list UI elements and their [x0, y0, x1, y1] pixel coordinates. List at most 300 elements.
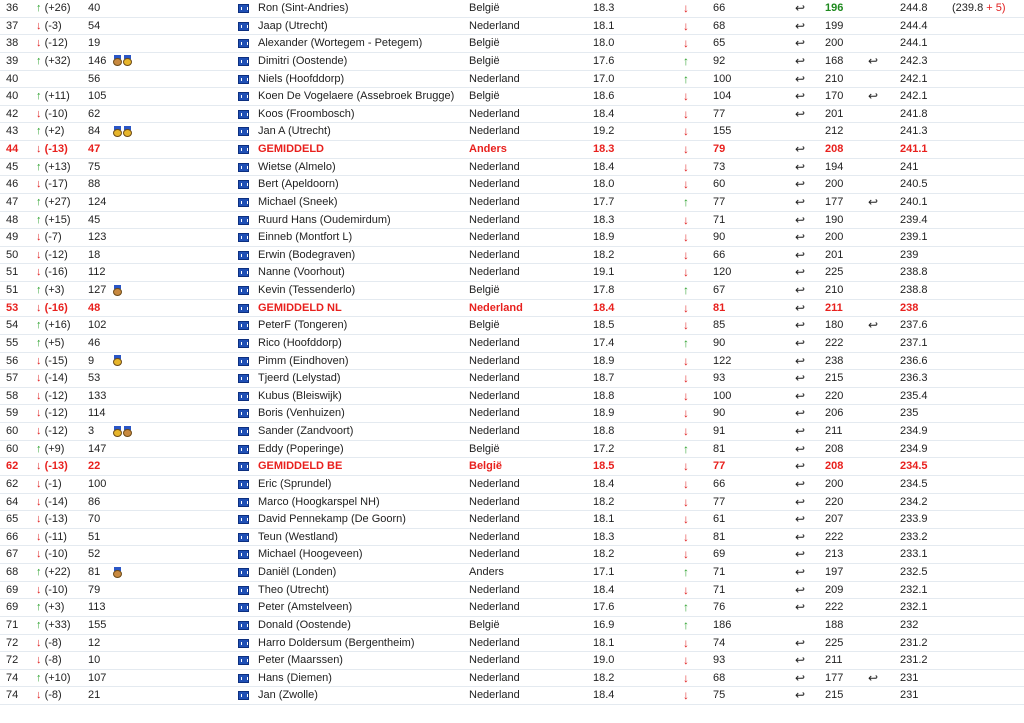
rank-change	[36, 687, 62, 704]
table-row[interactable]	[0, 123, 1024, 141]
trend-down-icon: ↓	[683, 388, 689, 403]
table-row[interactable]	[0, 652, 1024, 670]
value-3: 200	[825, 178, 844, 191]
rank-cell: 62	[6, 477, 19, 490]
rank-change-value: (-13)	[44, 460, 68, 473]
player-name[interactable]: Jaap (Utrecht)	[258, 19, 328, 32]
arrow-down-icon: ↓	[36, 354, 42, 367]
rank-change-value: (-12)	[44, 407, 68, 420]
rank-change-value: (-12)	[44, 389, 68, 402]
rank-change-value: (+22)	[44, 566, 71, 578]
table-row[interactable]	[0, 35, 1024, 53]
rank-change	[36, 458, 68, 475]
table-row[interactable]	[0, 106, 1024, 124]
value-2: 66	[713, 248, 726, 261]
rank-cell: 51	[6, 266, 19, 279]
flag-icon[interactable]	[238, 691, 249, 700]
arrow-up-icon: ↑	[36, 125, 42, 138]
rank-change	[36, 35, 68, 52]
average-value: 18.1	[593, 19, 615, 32]
player-name[interactable]: Koen De Vogelaere (Assebroek Brugge)	[258, 90, 455, 103]
player-name[interactable]: Kevin (Tessenderlo)	[258, 284, 356, 296]
value-2: 90	[713, 231, 726, 244]
table-row[interactable]	[0, 335, 1024, 353]
average-value: 18.1	[593, 513, 615, 526]
country: Nederland	[469, 195, 520, 208]
country: Nederland	[469, 530, 520, 543]
table-row[interactable]	[0, 423, 1024, 441]
average-value: 19.1	[593, 266, 615, 279]
table-row[interactable]	[0, 476, 1024, 494]
flag-icon[interactable]	[238, 498, 249, 507]
previous-rank: 123	[88, 231, 107, 244]
table-row[interactable]	[0, 247, 1024, 265]
arrow-down-icon: ↓	[36, 407, 42, 420]
country: Nederland	[469, 389, 520, 402]
player-name[interactable]: Eric (Sprundel)	[258, 477, 332, 490]
player-name[interactable]: Einneb (Montfort L)	[258, 231, 353, 244]
flag-icon[interactable]	[238, 409, 249, 418]
rank-change	[36, 176, 68, 193]
average-value: 17.8	[593, 284, 615, 296]
previous-rank: 155	[88, 618, 107, 631]
trend-up-icon: ↑	[683, 441, 689, 456]
previous-rank: 56	[88, 72, 101, 85]
flag-icon[interactable]	[238, 639, 249, 648]
rank-change	[36, 212, 71, 229]
value-3: 211	[825, 654, 843, 667]
player-name[interactable]: GEMIDDELD	[258, 143, 324, 155]
table-row[interactable]	[0, 494, 1024, 512]
table-row[interactable]	[0, 71, 1024, 89]
value-3: 208	[825, 143, 844, 155]
table-row[interactable]	[0, 564, 1024, 582]
value-3: 220	[825, 495, 844, 508]
country: België	[469, 319, 500, 332]
country: Nederland	[469, 407, 520, 420]
previous-rank: 70	[88, 513, 101, 526]
player-name[interactable]: David Pennekamp (De Goorn)	[258, 513, 406, 526]
value-2: 77	[713, 460, 726, 473]
flag-icon[interactable]	[238, 480, 249, 489]
flag-icon[interactable]	[238, 233, 249, 242]
previous-rank: 46	[88, 336, 101, 349]
value-2: 100	[713, 72, 732, 85]
player-name[interactable]: Jan A (Utrecht)	[258, 125, 331, 138]
table-row[interactable]	[0, 511, 1024, 529]
trend-up-icon: ↑	[683, 194, 689, 209]
rank-change	[36, 529, 67, 546]
player-name[interactable]: Koos (Froombosch)	[258, 107, 355, 120]
flag-icon[interactable]	[238, 586, 249, 595]
total-score: 238	[900, 301, 919, 314]
return-icon: ↩	[795, 670, 806, 685]
rank-cell: 60	[6, 442, 19, 455]
rank-cell: 49	[6, 231, 19, 244]
flag-icon[interactable]	[238, 392, 249, 401]
average-value: 17.0	[593, 72, 615, 85]
player-name[interactable]: Theo (Utrecht)	[258, 583, 329, 596]
table-row[interactable]	[0, 264, 1024, 282]
flag-icon[interactable]	[238, 656, 249, 665]
trend-down-icon: ↓	[683, 424, 689, 438]
average-row[interactable]	[0, 141, 1024, 159]
table-row[interactable]	[0, 353, 1024, 371]
total-score: 237.1	[900, 336, 928, 349]
flag-icon[interactable]	[238, 92, 249, 101]
player-name[interactable]: GEMIDDELD BE	[258, 460, 343, 473]
return-icon: ↩	[868, 53, 879, 68]
table-row[interactable]	[0, 441, 1024, 459]
player-name[interactable]: Boris (Venhuizen)	[258, 407, 345, 420]
total-score: 241.8	[900, 107, 928, 120]
flag-icon[interactable]	[238, 75, 249, 84]
trend-down-icon: ↓	[683, 670, 689, 685]
player-name[interactable]: Nanne (Voorhout)	[258, 266, 345, 279]
rank-change-value: (-10)	[44, 548, 68, 561]
rank-change-value: (-14)	[44, 372, 68, 385]
table-row[interactable]	[0, 88, 1024, 106]
table-row[interactable]	[0, 529, 1024, 547]
average-value: 18.9	[593, 231, 615, 244]
flag-icon[interactable]	[238, 163, 249, 172]
value-2: 77	[713, 195, 726, 208]
flag-icon[interactable]	[238, 621, 249, 630]
rank-cell: 58	[6, 389, 19, 402]
flag-icon[interactable]	[238, 180, 249, 189]
rank-cell: 36	[6, 2, 19, 14]
flag-icon[interactable]	[238, 533, 249, 542]
country: Nederland	[469, 266, 520, 279]
arrow-down-icon: ↓	[36, 530, 42, 543]
table-row[interactable]	[0, 159, 1024, 177]
player-name[interactable]: Ruurd Hans (Oudemirdum)	[258, 213, 391, 226]
rank-cell: 42	[6, 107, 19, 120]
flag-icon[interactable]	[238, 4, 249, 13]
flag-icon[interactable]	[238, 568, 249, 577]
return-icon: ↩	[795, 247, 806, 262]
table-row[interactable]	[0, 18, 1024, 36]
trend-down-icon: ↓	[683, 653, 689, 668]
player-name[interactable]: Donald (Oostende)	[258, 618, 351, 631]
average-value: 18.5	[593, 460, 615, 473]
trend-down-icon: ↓	[683, 124, 689, 139]
rank-change	[36, 617, 71, 634]
rank-cell: 71	[6, 618, 19, 631]
return-icon: ↩	[868, 318, 879, 333]
trend-down-icon: ↓	[683, 159, 689, 174]
flag-icon[interactable]	[238, 374, 249, 383]
player-name[interactable]: GEMIDDELD NL	[258, 301, 342, 314]
value-3: 222	[825, 336, 844, 349]
rank-cell: 72	[6, 654, 19, 667]
table-row[interactable]	[0, 317, 1024, 335]
flag-icon[interactable]	[238, 286, 249, 295]
flag-icon[interactable]	[238, 674, 249, 683]
value-3: 190	[825, 213, 844, 226]
country: Nederland	[469, 248, 520, 261]
flag-icon[interactable]	[238, 445, 249, 454]
player-name[interactable]: Jan (Zwolle)	[258, 689, 318, 702]
trend-down-icon: ↓	[683, 353, 689, 368]
player-name[interactable]: Erwin (Bodegraven)	[258, 248, 356, 261]
value-3: 238	[825, 354, 844, 367]
player-name[interactable]: Pimm (Eindhoven)	[258, 354, 349, 367]
player-name[interactable]: Ron (Sint-Andries)	[258, 2, 349, 14]
player-name[interactable]: Kubus (Bleiswijk)	[258, 389, 342, 402]
rank-change-value: (-17)	[44, 178, 68, 191]
player-name[interactable]: Daniël (Londen)	[258, 566, 337, 578]
country: België	[469, 2, 500, 14]
value-2: 73	[713, 160, 726, 173]
trend-down-icon: ↓	[683, 300, 689, 315]
table-row[interactable]	[0, 229, 1024, 247]
rank-change-value: (+27)	[44, 195, 71, 208]
flag-icon[interactable]	[238, 603, 249, 612]
total-score: 236.3	[900, 372, 928, 385]
value-2: 71	[713, 583, 726, 596]
player-name[interactable]: PeterF (Tongeren)	[258, 319, 348, 332]
average-value: 18.5	[593, 319, 615, 332]
arrow-up-icon: ↑	[36, 601, 42, 614]
value-2: 90	[713, 336, 726, 349]
gold-medal-icon	[113, 126, 122, 137]
country: Nederland	[469, 583, 520, 596]
arrow-down-icon: ↓	[36, 372, 42, 385]
trend-up-icon: ↑	[683, 71, 689, 86]
return-icon: ↩	[795, 512, 806, 527]
flag-icon[interactable]	[238, 22, 249, 31]
table-row[interactable]	[0, 212, 1024, 230]
table-row[interactable]	[0, 687, 1024, 705]
player-name[interactable]: Eddy (Poperinge)	[258, 442, 344, 455]
player-name[interactable]: Peter (Amstelveen)	[258, 601, 353, 614]
value-3: 200	[825, 231, 844, 244]
table-row[interactable]	[0, 617, 1024, 635]
average-value: 17.1	[593, 566, 615, 578]
average-value: 18.3	[593, 530, 615, 543]
table-row[interactable]	[0, 388, 1024, 406]
table-row[interactable]	[0, 176, 1024, 194]
bronze-medal-icon	[113, 55, 122, 66]
value-2: 65	[713, 37, 726, 50]
flag-icon[interactable]	[238, 145, 249, 154]
trend-down-icon: ↓	[683, 547, 689, 562]
flag-icon[interactable]	[238, 462, 249, 471]
rank-change	[36, 88, 70, 105]
previous-rank: 53	[88, 372, 101, 385]
value-3: 201	[825, 248, 844, 261]
arrow-up-icon: ↑	[36, 566, 42, 578]
flag-icon[interactable]	[238, 216, 249, 225]
value-2: 75	[713, 689, 726, 702]
medals	[113, 53, 133, 70]
rank-change	[36, 388, 68, 405]
total-score: 244.4	[900, 19, 928, 32]
value-3: 200	[825, 37, 844, 50]
return-icon: ↩	[868, 89, 879, 104]
flag-icon[interactable]	[238, 304, 249, 313]
rank-change-value: (+9)	[44, 442, 65, 455]
flag-icon[interactable]	[238, 427, 249, 436]
flag-icon[interactable]	[238, 251, 249, 260]
total-score: 233.2	[900, 530, 928, 543]
rank-change-value: (+11)	[44, 90, 70, 103]
table-row[interactable]	[0, 546, 1024, 564]
total-score: 231	[900, 671, 919, 684]
average-value: 18.4	[593, 301, 615, 314]
table-row[interactable]	[0, 405, 1024, 423]
flag-icon[interactable]	[238, 357, 249, 366]
total-score: 232	[900, 618, 919, 631]
table-row[interactable]	[0, 370, 1024, 388]
average-value: 18.9	[593, 407, 615, 420]
table-row[interactable]	[0, 599, 1024, 617]
rank-change	[36, 405, 68, 422]
previous-rank: 102	[88, 319, 107, 332]
player-name[interactable]: Sander (Zandvoort)	[258, 425, 354, 437]
average-value: 18.3	[593, 143, 615, 155]
player-name[interactable]: Peter (Maarssen)	[258, 654, 343, 667]
previous-rank: 21	[88, 689, 101, 702]
total-score: 234.2	[900, 495, 928, 508]
value-2: 81	[713, 530, 726, 543]
rank-change	[36, 423, 68, 440]
country: Nederland	[469, 477, 520, 490]
trend-down-icon: ↓	[683, 406, 689, 421]
country: Nederland	[469, 336, 520, 349]
rank-change-value: (-8)	[44, 689, 62, 702]
previous-rank: 12	[88, 636, 101, 649]
average-value: 19.2	[593, 125, 615, 138]
rank-change	[36, 370, 68, 387]
flag-icon[interactable]	[238, 321, 249, 330]
rank-cell: 62	[6, 460, 19, 473]
rank-change	[36, 670, 71, 687]
player-name[interactable]: Wietse (Almelo)	[258, 160, 336, 173]
total-score: 231	[900, 689, 919, 702]
player-name[interactable]: Harro Doldersum (Bergentheim)	[258, 636, 415, 649]
value-3: 210	[825, 284, 844, 296]
total-score: 239.4	[900, 213, 928, 226]
value-3: 220	[825, 389, 844, 402]
average-value: 18.1	[593, 636, 615, 649]
return-icon: ↩	[795, 318, 806, 333]
table-row[interactable]	[0, 0, 1024, 18]
value-2: 66	[713, 477, 726, 490]
return-icon: ↩	[795, 653, 806, 668]
previous-rank: 107	[88, 671, 107, 684]
flag-icon[interactable]	[238, 39, 249, 48]
value-2: 66	[713, 2, 726, 14]
flag-icon[interactable]	[238, 339, 249, 348]
rank-change	[36, 599, 64, 616]
value-3: 194	[825, 160, 844, 173]
trend-down-icon: ↓	[683, 582, 689, 597]
value-2: 74	[713, 636, 726, 649]
value-3: 206	[825, 407, 844, 420]
average-value: 17.2	[593, 442, 615, 455]
return-icon: ↩	[795, 547, 806, 562]
rank-change	[36, 652, 62, 669]
flag-icon[interactable]	[238, 550, 249, 559]
total-score: 241	[900, 160, 919, 173]
value-3: 222	[825, 601, 844, 614]
rank-change	[36, 564, 71, 581]
player-name[interactable]: Tjeerd (Lelystad)	[258, 372, 341, 385]
average-row[interactable]	[0, 458, 1024, 476]
table-row[interactable]	[0, 582, 1024, 600]
rank-change	[36, 582, 68, 599]
flag-icon[interactable]	[238, 268, 249, 277]
player-name[interactable]: Michael (Hoogeveen)	[258, 548, 363, 561]
table-row[interactable]	[0, 53, 1024, 71]
table-row[interactable]	[0, 194, 1024, 212]
rank-cell: 44	[6, 143, 19, 155]
arrow-up-icon: ↑	[36, 2, 42, 14]
table-row[interactable]	[0, 282, 1024, 300]
average-row[interactable]	[0, 300, 1024, 318]
player-name[interactable]: Dimitri (Oostende)	[258, 54, 348, 67]
arrow-down-icon: ↓	[36, 548, 42, 561]
player-name[interactable]: Niels (Hoofddorp)	[258, 72, 345, 85]
value-3: 170	[825, 90, 844, 103]
table-row[interactable]	[0, 635, 1024, 653]
rank-change	[36, 353, 68, 370]
previous-rank: 105	[88, 90, 107, 103]
arrow-up-icon: ↑	[36, 54, 42, 67]
rank-change-value: (+32)	[44, 54, 71, 67]
player-name[interactable]: Rico (Hoofddorp)	[258, 336, 342, 349]
bronze-medal-icon	[113, 285, 122, 296]
score-note	[952, 0, 1006, 17]
arrow-down-icon: ↓	[36, 477, 42, 490]
player-name[interactable]: Hans (Diemen)	[258, 671, 332, 684]
rank-change-value: (+15)	[44, 213, 71, 226]
player-name[interactable]: Michael (Sneek)	[258, 195, 338, 208]
total-score: 235	[900, 407, 919, 420]
flag-icon[interactable]	[238, 110, 249, 119]
trend-down-icon: ↓	[683, 635, 689, 650]
flag-icon[interactable]	[238, 515, 249, 524]
average-value: 18.7	[593, 372, 615, 385]
return-icon: ↩	[795, 406, 806, 421]
country: Nederland	[469, 671, 520, 684]
return-icon: ↩	[795, 159, 806, 174]
total-score: 232.5	[900, 566, 928, 578]
player-name[interactable]: Bert (Apeldoorn)	[258, 178, 339, 191]
player-name[interactable]: Marco (Hoogkarspel NH)	[258, 495, 380, 508]
average-value: 18.2	[593, 671, 615, 684]
trend-down-icon: ↓	[683, 18, 689, 33]
value-3: 222	[825, 530, 844, 543]
flag-icon[interactable]	[238, 57, 249, 66]
return-icon: ↩	[795, 177, 806, 192]
player-name[interactable]: Teun (Westland)	[258, 530, 338, 543]
country: Nederland	[469, 354, 520, 367]
return-icon: ↩	[795, 1, 806, 15]
flag-icon[interactable]	[238, 127, 249, 136]
average-value: 18.9	[593, 354, 615, 367]
trend-down-icon: ↓	[683, 1, 689, 15]
trend-down-icon: ↓	[683, 529, 689, 544]
previous-rank: 127	[88, 284, 107, 296]
table-row[interactable]	[0, 670, 1024, 688]
player-name[interactable]: Alexander (Wortegem - Petegem)	[258, 37, 423, 50]
country: België	[469, 284, 500, 296]
previous-rank: 9	[88, 354, 95, 367]
flag-icon[interactable]	[238, 198, 249, 207]
